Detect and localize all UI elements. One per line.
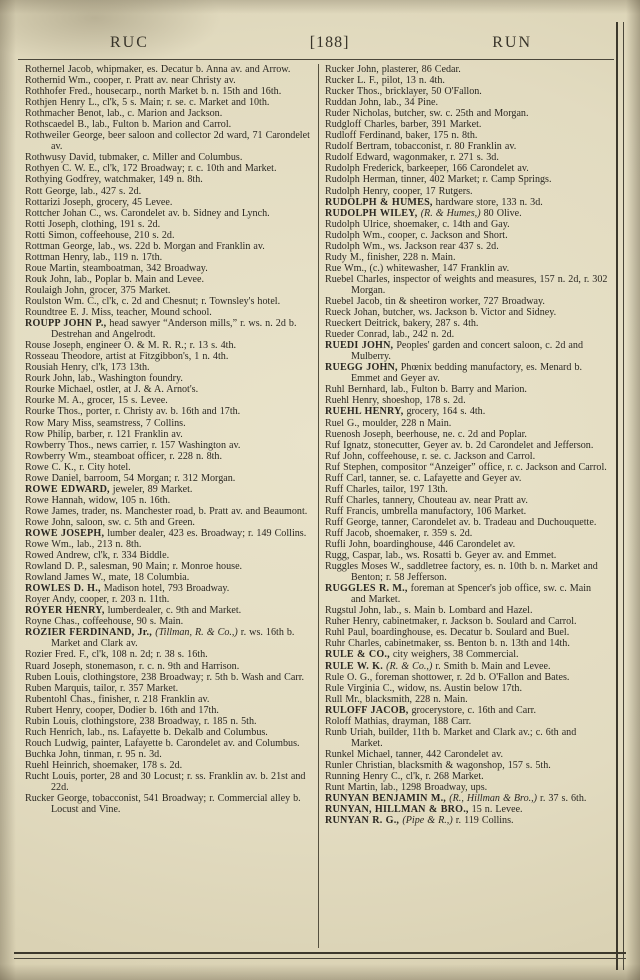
entry-text: Rudolph Henry, cooper, 17 Rutgers. [324, 185, 473, 197]
directory-entry [325, 484, 608, 495]
directory-entry [325, 340, 608, 362]
entry-text: Rue Wm., (c.) whitewasher, 147 Franklin av. [324, 262, 510, 274]
directory-entry [325, 64, 608, 75]
directory-entry [325, 528, 608, 539]
directory-entry [325, 75, 608, 86]
directory-entry [25, 263, 316, 274]
scan-edge-bottom [0, 964, 640, 980]
directory-entry [325, 152, 608, 163]
entry-text: city weighers, 38 Commercial. [389, 649, 519, 661]
directory-entry [325, 694, 608, 705]
directory-entry [25, 716, 316, 727]
entry-text: Rucker L. F., pilot, 13 n. 4th. [324, 75, 445, 87]
entry-text: lumber dealer, 423 es. Broadway; r. 149 Collins. [104, 527, 307, 539]
entry-text: Ruben Marquis, tailor, r. 357 Market. [25, 682, 179, 694]
directory-entry [25, 130, 316, 152]
entry-text: Rugg, Caspar, lab., ws. Rosatti b. Geyer av. and Emmet. [324, 550, 557, 562]
entry-text: Rubert Henry, cooper, Dodier b. 16th and 17th. [25, 704, 219, 716]
directory-entry [25, 616, 316, 627]
entry-text: Roue Martin, steamboatman, 342 Broadway. [25, 262, 208, 274]
entry-text: r. Smith b. Main and Levee. [432, 660, 551, 672]
directory-entry [25, 340, 316, 351]
entry-text: Ruhr Charles, cabinetmaker, ss. Benton b. n. 13th and 14th. [324, 638, 570, 650]
directory-entry [325, 141, 608, 152]
entry-text: Ruff Charles, tailor, 197 13th. [324, 483, 448, 495]
header-rule [18, 59, 614, 60]
directory-entry [25, 307, 316, 318]
entry-text: Rousiah Henry, cl'k, 173 13th. [25, 362, 150, 374]
directory-entry [325, 727, 608, 749]
directory-entry [325, 163, 608, 174]
entry-text: 80 Olive. [480, 207, 522, 219]
entry-text: Rull Mr., blacksmith, 228 n. Main. [324, 693, 468, 705]
directory-entry [325, 583, 608, 605]
entry-text: Rothyen C. W. E., cl'k, 172 Broadway; r. c. 10th and Market. [25, 163, 277, 175]
entry-text: Ruddan John, lab., 34 Pine. [324, 97, 438, 109]
entry-text: grocery, 164 s. 4th. [403, 406, 486, 418]
directory-entry [325, 384, 608, 395]
entry-text: Rothernid Wm., cooper, r. Pratt av. near Christy av. [25, 75, 236, 87]
entry-text: Rudolph Frederick, barkeeper, 166 Carondelet av. [324, 163, 529, 175]
directory-entry [325, 517, 608, 528]
directory-entry [25, 64, 316, 75]
entry-text: Ruhl Paul, boardinghouse, es. Decatur b. Soulard and Buel. [324, 627, 570, 639]
directory-entry [325, 705, 608, 716]
directory-entry [25, 572, 316, 583]
directory-entry [25, 793, 316, 815]
directory-entry [325, 506, 608, 517]
entry-text: 15 n. Levee. [468, 804, 523, 816]
directory-entry [325, 418, 608, 429]
directory-entry [325, 252, 608, 263]
column-divider [318, 64, 319, 948]
entry-text: Ruben Louis, clothingstore, 238 Broadway; r. 5th b. Wash and Carr. [25, 671, 305, 683]
directory-entry [325, 495, 608, 506]
directory-entry [25, 418, 316, 429]
entry-text: Runt Martin, lab., 1298 Broadway, ups. [324, 782, 488, 794]
directory-entry [25, 473, 316, 484]
entry-text: Ruch Henrich, lab., ns. Lafayette b. Dekalb and Columbus. [25, 726, 268, 738]
entry-text: Peoples' garden and concert saloon, c. 2d and Mulberry. [350, 340, 583, 363]
entry-text: Rothwusy David, tubmaker, c. Miller and Columbus. [25, 152, 243, 164]
entry-text: Ruff Charles, tannery, Chouteau av. near Pratt av. [324, 494, 528, 506]
page-border-bottom-inner [14, 958, 626, 959]
directory-entry [25, 351, 316, 362]
directory-entry [325, 318, 608, 329]
directory-entry [325, 395, 608, 406]
entry-text: Rotti Simon, coffeehouse, 210 s. 2d. [25, 229, 175, 241]
directory-entry [25, 197, 316, 208]
entry-text: Rueckert Deitrick, bakery, 287 s. 4th. [324, 318, 479, 330]
directory-entry [325, 649, 608, 660]
directory-entry [325, 406, 608, 417]
entry-name-emphasis: RUDOLPH WILEY, [324, 207, 421, 219]
directory-entry [25, 583, 316, 594]
entry-name-emphasis: RUEHL HENRY, [324, 406, 404, 418]
entry-text: Buchka John, tinman, r. 95 n. 3d. [25, 748, 162, 760]
entry-text: lumberdealer, c. 9th and Market. [104, 605, 242, 617]
entry-name-emphasis: RUNYAN BENJAMIN M., [324, 793, 450, 805]
entry-name-emphasis: RUEDI JOHN, [324, 340, 394, 352]
entry-text: Running Henry C., cl'k, r. 268 Market. [324, 771, 484, 782]
directory-entry [325, 429, 608, 440]
directory-entry [325, 86, 608, 97]
entry-text: r. 37 s. 6th. [537, 793, 587, 805]
directory-entry [325, 219, 608, 230]
directory-entry [325, 329, 608, 340]
directory-entry [325, 307, 608, 318]
entry-text: Rotti Joseph, clothing, 191 s. 2d. [25, 218, 161, 230]
entry-name-emphasis: RUNYAN, HILLMAN & BRO., [324, 804, 469, 816]
entry-name-emphasis: (R. & Co.,) [386, 660, 433, 672]
entry-name-emphasis: (R. & Humes,) [420, 207, 481, 219]
entry-name-emphasis: ROYER HENRY, [25, 605, 105, 617]
directory-entry [325, 119, 608, 130]
entry-text: Rudolph Ulrice, shoemaker, c. 14th and Gay. [324, 218, 510, 230]
directory-entry [325, 672, 608, 683]
entry-name-emphasis: RUEGG JOHN, [324, 362, 398, 374]
directory-entry [25, 484, 316, 495]
entry-text: Ruff Francis, umbrella manufactory, 106 Market. [324, 505, 527, 517]
entry-text: Ruher Henry, cabinetmaker, r. Jackson b. Soulard and Carrol. [324, 616, 577, 628]
entry-text: Rugstul John, lab., s. Main b. Lombard and Hazel. [324, 605, 533, 617]
entry-text: Rowe C. K., r. City hotel. [25, 461, 131, 473]
directory-entry [25, 163, 316, 174]
entry-text: Ruel G., moulder, 228 n Main. [324, 417, 452, 429]
directory-entry [325, 108, 608, 119]
entry-text: Ruebel Charles, inspector of weights and measures, 157 n. 2d, r. 302 Morgan. [324, 273, 608, 296]
entry-text: Rule O. G., foreman shottower, r. 2d b. O'Fallon and Bates. [324, 671, 570, 683]
entry-text: Rottman George, lab., ws. 22d b. Morgan and Franklin av. [25, 240, 265, 252]
entry-text: Rule Virginia C., widow, ns. Austin below 17th. [324, 682, 522, 694]
entry-text: Rowberry Thos., news carrier, r. 157 Washington av. [25, 439, 241, 451]
entry-text: Rourke M. A., grocer, 15 s. Levee. [25, 395, 168, 407]
entry-text: Rowe Hannah, widow, 105 n. 16th. [25, 494, 171, 506]
entry-text: r. ws. 16th b. Market and Clark av. [51, 627, 295, 650]
directory-entry [25, 451, 316, 462]
directory-entry [25, 296, 316, 307]
entry-text: Rucker John, plasterer, 86 Cedar. [324, 64, 461, 75]
directory-entry [25, 75, 316, 86]
directory-entry [325, 627, 608, 638]
directory-entry [25, 119, 316, 130]
running-header [22, 30, 610, 56]
entry-text: Rosseau Theodore, artist at Fitzgibbon's, 1 n. 4th. [25, 351, 229, 363]
entry-text: Madison hotel, 793 Broadway. [100, 583, 230, 595]
directory-entry [25, 108, 316, 119]
column-left [25, 64, 316, 948]
entry-text: Rourke Michael, ostler, at J. & A. Arnot's. [25, 384, 199, 396]
directory-entry [325, 473, 608, 484]
entry-text: Runler Christian, blacksmith & wagonshop, 157 s. 5th. [324, 759, 551, 771]
entry-text: Rueder Conrad, lab., 242 n. 2d. [324, 329, 455, 341]
entry-text: Ruff George, tanner, Carondelet av. b. Tradeau and Duchouquette. [324, 516, 597, 528]
entry-text: Row Philip, barber, r. 121 Franklin av. [25, 428, 183, 440]
entry-name-emphasis: RUDOLPH & HUMES, [324, 196, 433, 208]
scan-edge-top [0, 0, 640, 14]
entry-text: Roundtree E. J. Miss, teacher, Mound school. [25, 307, 212, 319]
scan-edge-right [626, 0, 640, 980]
directory-entry [25, 219, 316, 230]
entry-text: Roloff Mathias, drayman, 188 Carr. [324, 715, 472, 727]
entry-text: Rowe James, trader, ns. Manchester road, b. Pratt av. and Beaumont. [25, 505, 308, 517]
header-letters-right: RUN [492, 34, 532, 51]
entry-text: Rothscaedel B., lab., Fulton b. Marion and Carrol. [25, 119, 232, 131]
entry-text: Rothhofer Fred., housecarp., north Market b. n. 15th and 16th. [25, 86, 282, 98]
entry-text: Rouse Joseph, engineer O. & M. R. R.; r. 13 s. 4th. [25, 340, 237, 352]
entry-text: Ruhl Bernhard, lab., Fulton b. Barry and Marion. [324, 384, 527, 396]
entry-name-emphasis: ROWE JOSEPH, [25, 527, 105, 539]
directory-entry [325, 296, 608, 307]
entry-name-emphasis: RUGGLES R. M., [324, 583, 408, 595]
directory-entry [25, 274, 316, 285]
entry-text: Rueck Johan, butcher, ws. Jackson b. Victor and Sidney. [324, 307, 557, 319]
directory-entry [25, 561, 316, 572]
entry-text: Rudolf Edward, wagonmaker, r. 271 s. 3d. [324, 152, 499, 164]
directory-entry [25, 97, 316, 108]
entry-text: Rowberry Wm., steamboat officer, r. 228 n. 8th. [25, 450, 222, 462]
page-number: [188] [309, 34, 350, 51]
entry-text: Rubentohl Chas., finisher, r. 218 Franklin av. [25, 693, 210, 705]
entry-text: Rothjen Henry L., cl'k, 5 s. Main; r. se. c. Market and 10th. [25, 97, 270, 109]
directory-entry [325, 815, 608, 826]
entry-text: Row Mary Miss, seamstress, 7 Collins. [25, 417, 186, 429]
directory-entry [25, 186, 316, 197]
entry-text: Ruff Carl, tanner, se. c. Lafayette and Geyer av. [324, 472, 522, 484]
entry-text: Rudolph Wm., ws. Jackson rear 437 s. 2d. [324, 240, 499, 252]
entry-text: Rowland James W., mate, 18 Columbia. [25, 572, 190, 584]
entry-text: Rothmacher Benot, lab., c. Marion and Jackson. [25, 108, 223, 120]
entry-text: Rourk John, lab., Washington foundry. [25, 373, 183, 385]
entry-text: Rouch Ludwig, painter, Lafayette b. Carondelet av. and Columbus. [25, 737, 300, 749]
entry-text: Royer Andy, cooper, r. 203 n. 11th. [25, 594, 170, 606]
page-border-bottom-outer [14, 952, 626, 954]
directory-entry [325, 186, 608, 197]
directory-entry [25, 362, 316, 373]
entry-text: Roulston Wm. C., cl'k, c. 2d and Chesnut; r. Townsley's hotel. [25, 295, 281, 307]
directory-entry [25, 528, 316, 539]
entry-text: Rottarizi Joseph, grocery, 45 Levee. [25, 196, 173, 208]
directory-entry [25, 241, 316, 252]
directory-entry [25, 605, 316, 616]
directory-entry [25, 285, 316, 296]
directory-entry [325, 683, 608, 694]
directory-entry [325, 97, 608, 108]
directory-entry [325, 263, 608, 274]
directory-entry [25, 694, 316, 705]
entry-text: r. 119 Collins. [452, 815, 514, 827]
directory-entry [25, 429, 316, 440]
directory-entry [325, 716, 608, 727]
entry-name-emphasis: RULOFF JACOB, [324, 704, 409, 716]
entry-name-emphasis: (Pipe & R.,) [402, 815, 453, 827]
entry-name-emphasis: ROWLES D. H., [25, 583, 101, 595]
entry-text: Rourke Thos., porter, r. Christy av. b. 16th and 17th. [25, 406, 241, 418]
entry-text: Runb Uriah, builder, 11th b. Market and Clark av.; c. 6th and Market. [324, 726, 577, 749]
directory-entry [25, 594, 316, 605]
entry-name-emphasis: RUNYAN R. G., [324, 815, 403, 827]
directory-entry [25, 230, 316, 241]
entry-text: Rucht Louis, porter, 28 and 30 Locust; r. ss. Franklin av. b. 21st and 22d. [25, 771, 306, 794]
directory-entry [325, 561, 608, 583]
entry-text: Rudy M., finisher, 228 n. Main. [324, 251, 456, 263]
entry-text: Ruf Stephen, compositor “Anzeiger” office, r. c. Jackson and Carrol. [324, 461, 607, 473]
entry-text: Rott George, lab., 427 s. 2d. [25, 185, 142, 197]
directory-entry [25, 727, 316, 738]
entry-text: Rubin Louis, clothingstore, 238 Broadway, r. 185 n. 5th. [25, 715, 257, 727]
entry-text: Rottcher Johan C., ws. Carondelet av. b. Sidney and Lynch. [25, 207, 270, 219]
entry-text: Ruehl Heinrich, shoemaker, 178 s. 2d. [25, 759, 183, 771]
entry-text: Rucker George, tobacconist, 541 Broadway; r. Commercial alley b. Locust and Vine. [25, 793, 301, 816]
directory-entry [325, 605, 608, 616]
directory-entry [325, 771, 608, 782]
entry-text: Ruder Nicholas, butcher, sw. c. 25th and Morgan. [324, 108, 529, 120]
directory-columns [25, 64, 608, 948]
directory-entry [25, 462, 316, 473]
entry-text: Roulaigh John, grocer, 375 Market. [25, 284, 171, 296]
entry-text: Rowland D. P., salesman, 90 Main; r. Monroe house. [25, 561, 243, 573]
entry-name-emphasis: ROZIER FERDINAND, Jr., [25, 627, 156, 639]
entry-text: Ruenosh Joseph, beerhouse, ne. c. 2d and Poplar. [324, 428, 527, 440]
page-border-right-outer [616, 22, 618, 970]
scan-edge-left [0, 0, 16, 980]
directory-entry [325, 661, 608, 672]
entry-text: Rozier Fred. F., cl'k, 108 n. 2d; r. 38 s. 16th. [25, 649, 208, 661]
entry-text: Rucker Thos., bricklayer, 50 O'Fallon. [324, 86, 482, 98]
header-letters-left: RUC [110, 34, 149, 51]
entry-text: Royne Chas., coffeehouse, 90 s. Main. [25, 616, 184, 628]
entry-text: Ruebel Jacob, tin & sheetiron worker, 727 Broadway. [324, 295, 545, 307]
entry-text: Rothweiler George, beer saloon and collector 2d ward, 71 Carondelet av. [25, 130, 310, 153]
directory-entry [325, 230, 608, 241]
directory-entry [25, 384, 316, 395]
entry-text: Rudloff Ferdinand, baker, 175 n. 8th. [324, 130, 478, 142]
directory-entry [25, 738, 316, 749]
entry-text: Runkel Michael, tanner, 442 Carondelet av. [324, 748, 503, 760]
directory-entry [25, 208, 316, 219]
directory-entry [25, 649, 316, 660]
directory-entry [25, 760, 316, 771]
directory-entry [25, 506, 316, 517]
directory-entry [325, 616, 608, 627]
directory-entry [25, 661, 316, 672]
entry-text: Rothying Godfrey, watchmaker, 149 n. 8th. [25, 174, 203, 186]
entry-text: Rowe Wm., lab., 213 n. 8th. [25, 539, 142, 551]
directory-entry [325, 440, 608, 451]
directory-entry [325, 451, 608, 462]
entry-text: Ruard Joseph, stonemason, r. c. n. 9th and Harrison. [25, 660, 240, 672]
directory-entry [25, 395, 316, 406]
directory-entry [25, 539, 316, 550]
entry-text: Rufli John, boardinghouse, 446 Carondelet av. [324, 539, 516, 551]
directory-entry [325, 760, 608, 771]
directory-entry [25, 550, 316, 561]
directory-entry [25, 86, 316, 97]
directory-entry [25, 683, 316, 694]
entry-name-emphasis: RULE & CO., [324, 649, 390, 661]
entry-text: Rowed Andrew, cl'k, r. 334 Biddle. [25, 550, 170, 562]
directory-entry [25, 672, 316, 683]
entry-text: Ruggles Moses W., saddletree factory, es. n. 10th b. n. Market and Benton; r. 58 Jefferson. [324, 561, 598, 584]
page-border-right-inner [623, 22, 624, 970]
directory-entry [325, 804, 608, 815]
entry-text: Rouk John, lab., Poplar b. Main and Levee. [25, 273, 204, 285]
entry-name-emphasis: RULE W. K. [324, 660, 387, 672]
directory-entry [325, 241, 608, 252]
entry-text: Ruf John, coffeehouse, r. se. c. Jackson and Carrol. [324, 450, 536, 462]
directory-entry [325, 550, 608, 561]
entry-text: foreman at Spencer's job office, sw. c. Main and Market. [350, 583, 592, 606]
entry-text: Rottman Henry, lab., 119 n. 17th. [25, 251, 163, 263]
directory-entry [325, 793, 608, 804]
directory-entry [25, 152, 316, 163]
directory-entry [25, 517, 316, 528]
entry-text: Ruff Jacob, shoemaker, r. 359 s. 2d. [324, 527, 473, 539]
directory-entry [325, 174, 608, 185]
entry-text: grocerystore, c. 16th and Carr. [408, 704, 536, 716]
directory-entry [25, 749, 316, 760]
entry-name-emphasis: (R., Hillman & Bro.,) [449, 793, 538, 805]
entry-text: jeweler, 89 Market. [109, 483, 193, 495]
directory-entry [25, 406, 316, 417]
entry-text: Rowe Daniel, barroom, 54 Morgan; r. 312 Morgan. [25, 472, 236, 484]
entry-text: Rudolph Herman, tinner, 402 Market; r. Camp Springs. [324, 174, 552, 186]
directory-entry [25, 373, 316, 384]
directory-entry [25, 174, 316, 185]
directory-entry [25, 627, 316, 649]
directory-entry [25, 440, 316, 451]
directory-entry [325, 130, 608, 141]
directory-entry [25, 318, 316, 340]
column-right [325, 64, 608, 948]
directory-entry [325, 638, 608, 649]
directory-entry [325, 362, 608, 384]
directory-entry [25, 252, 316, 263]
directory-entry [325, 782, 608, 793]
entry-text: head sawyer “Anderson mills,” r. ws. n. 2d b. Destrehan and Angelrodt. [51, 318, 297, 341]
directory-entry [325, 197, 608, 208]
entry-text: Rudolph Wm., cooper, c. Jackson and Short. [324, 229, 508, 241]
entry-text: Ruf Ignatz, stonecutter, Geyer av. b. 2d Carondelet and Jefferson. [324, 439, 594, 451]
entry-name-emphasis: (Tillman, R. & Co.,) [155, 627, 238, 639]
directory-entry [25, 705, 316, 716]
entry-name-emphasis: ROWE EDWARD, [25, 483, 110, 495]
directory-entry [325, 462, 608, 473]
directory-entry [325, 749, 608, 760]
entry-text: Rudolf Bertram, tobacconist, r. 80 Franklin av. [324, 141, 517, 153]
directory-entry [325, 539, 608, 550]
directory-entry [25, 771, 316, 793]
entry-text: Rothernel Jacob, whipmaker, es. Decatur b. Anna av. and Arrow. [25, 64, 291, 75]
entry-name-emphasis: ROUPP JOHN P., [25, 318, 107, 330]
entry-text: Rudgloff Charles, barber, 391 Market. [324, 119, 482, 131]
entry-text: Ruehl Henry, shoeshop, 178 s. 2d. [324, 395, 466, 407]
entry-text: Phœnix bedding manufactory, es. Menard b. Emmet and Geyer av. [350, 362, 583, 385]
entry-text: Rowe John, saloon, sw. c. 5th and Green. [25, 516, 195, 528]
directory-entry [325, 208, 608, 219]
directory-entry [25, 495, 316, 506]
directory-entry [325, 274, 608, 296]
entry-text: hardware store, 133 n. 3d. [432, 196, 543, 208]
